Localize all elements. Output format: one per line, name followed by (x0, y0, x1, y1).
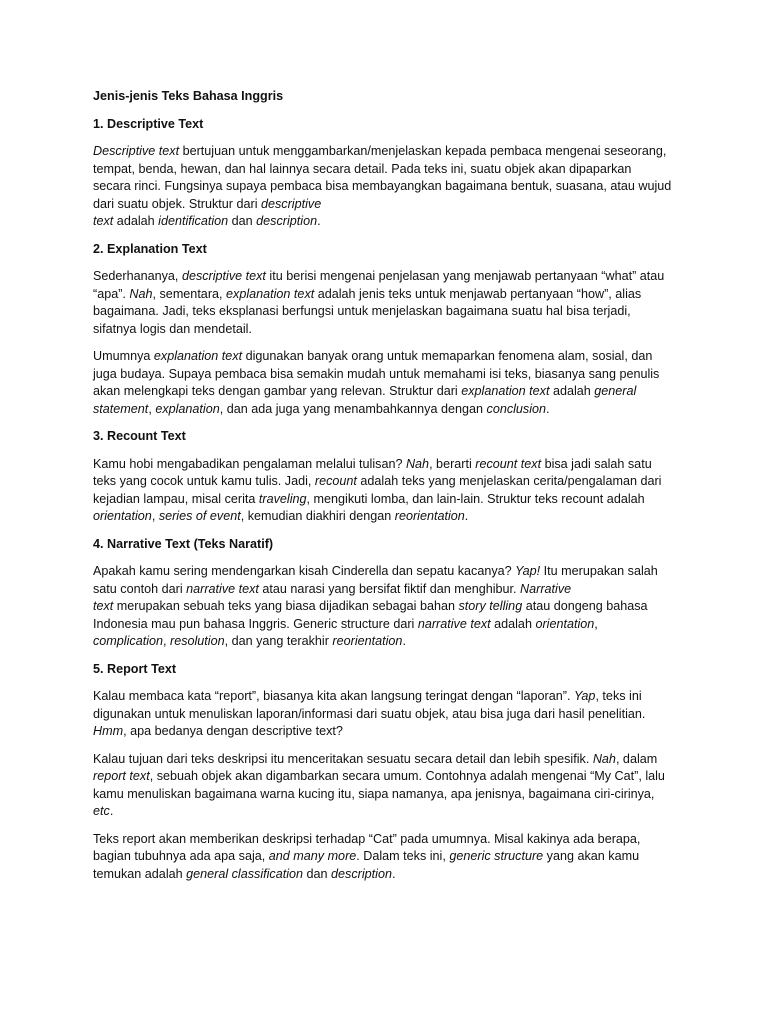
section-heading: 3. Recount Text (93, 429, 186, 443)
section (93, 116, 672, 231)
italic-term: descriptive text (181, 269, 266, 283)
document-title: Jenis-jenis Teks Bahasa Inggris (93, 89, 284, 103)
italic-term: description (331, 866, 392, 881)
section (93, 661, 672, 884)
paragraph: Sederhananya, descriptive text itu berisi mengenai penjelasan yang menjawab pertanyaan “what” atau “apa”. Nah, sementara, explanation text adalah jenis teks untuk menjawab pertanyaan “how”, alias bagaimana. Jadi, teks eksplanasi berfungsi untuk menjelaskan bagaimana suatu hal bisa terjadi, sifatnya logis dan mendetail. (93, 269, 665, 336)
italic-term: Descriptive text (93, 144, 180, 158)
italic-term: descriptive (261, 196, 322, 211)
paragraph: Apakah kamu sering mendengarkan kisah Cinderella dan sepatu kacanya? Yap! Itu merupakan salah satu contoh dari narrative text atau narasi yang bersifat fiktif dan menghibur. Narrative text merupakan sebuah teks yang biasa dijadikan sebagai bahan story telling atau dongeng bahasa Indonesia mau pun bahasa Inggris. Generic structure dari narrative text adalah orientation, complication, resolution, dan yang terakhir reorientation. (93, 564, 658, 648)
italic-term: general classification (186, 866, 304, 881)
italic-term: Nah (405, 456, 430, 471)
italic-term: complication (93, 634, 163, 648)
italic-term: series of event (158, 509, 241, 523)
italic-term: traveling (258, 491, 307, 506)
italic-term: generic structure (449, 849, 544, 863)
italic-term: Yap (573, 689, 596, 703)
italic-term: recount text (475, 456, 542, 471)
section-heading: 5. Report Text (93, 661, 177, 676)
italic-term: orientation (535, 616, 595, 631)
italic-term: orientation (93, 509, 152, 523)
italic-term: Hmm (93, 724, 124, 738)
italic-term: reorientation (394, 509, 465, 523)
italic-term: Nah (592, 751, 616, 766)
section (93, 241, 672, 419)
italic-term: report text (93, 769, 150, 783)
italic-term: text (93, 214, 114, 228)
document-body (93, 116, 672, 884)
paragraph: Kalau membaca kata “report”, biasanya kita akan langsung teringat dengan “laporan”. Yap, teks ini digunakan untuk menuliskan laporan/informasi dari suatu objek, atau bisa juga dari hasil penelitian. Hmm, apa bedanya dengan descriptive text? (93, 689, 646, 738)
paragraph: Kalau tujuan dari teks deskripsi itu menceritakan sesuatu secara detail dan lebih spesifik. Nah, dalam report text, sebuah objek akan digambarkan secara umum. Contohnya adalah mengenai “My Cat”, lalu kamu menuliskan bagaimana warna kucing itu, siapa namanya, apa jenisnya, bagaimana ciri-cirinya, etc. (93, 751, 665, 818)
italic-term: description (256, 214, 318, 228)
italic-term: recount (314, 474, 357, 488)
italic-term: Yap! (515, 564, 541, 578)
italic-term: etc (93, 804, 110, 818)
italic-term: Nah (129, 286, 153, 301)
italic-term: resolution (170, 634, 225, 648)
italic-term: Narrative (520, 581, 572, 596)
italic-term: explanation text (226, 286, 315, 301)
italic-term: text (93, 599, 114, 613)
paragraph: Descriptive text bertujuan untuk menggambarkan/menjelaskan kepada pembaca mengenai seseorang, tempat, benda, hewan, dan hal lainnya secara detail. Pada teks ini, suatu objek akan dipaparkan secara rinci. Fungsinya supaya pembaca bisa membayangkan bagaimana bentuk, suasana, atau wujud dari suatu objek. Struktur dari descriptive text adalah identification dan description. (93, 144, 672, 228)
italic-term: story telling (458, 599, 523, 613)
paragraph: Umumnya explanation text digunakan banyak orang untuk memaparkan fenomena alam, sosial, dan juga budaya. Supaya pembaca bisa semakin mudah untuk memahami isi teks, biasanya sang penulis akan melengkapi teks dengan gambar yang relevan. Struktur dari explanation text adalah general statement, explanation, dan ada juga yang menambahkannya dengan conclusion. (93, 349, 660, 416)
section-heading: 2. Explanation Text (93, 241, 207, 256)
paragraph: Teks report akan memberikan deskripsi terhadap “Cat” pada umumnya. Misal kakinya ada berapa, bagian tubuhnya ada apa saja, and many more. Dalam teks ini, generic structure yang akan kamu temukan adalah general classification dan description. (93, 831, 641, 881)
italic-term: identification (158, 214, 229, 228)
italic-term: general statement (93, 384, 637, 416)
paragraph: Kamu hobi mengabadikan pengalaman melalui tulisan? Nah, berarti recount text bisa jadi salah satu teks yang cocok untuk kamu tulis. Jadi, recount adalah teks yang menjelaskan cerita/pengalaman dari kejadian lampau, misal cerita traveling, mengikuti lomba, dan lain-lain. Struktur teks recount adalah orientation, series of event, kemudian diakhiri dengan reorientation. (93, 456, 662, 523)
section-heading: 1. Descriptive Text (93, 116, 204, 131)
italic-term: explanation (155, 401, 220, 416)
italic-term: explanation text (153, 349, 243, 363)
section-heading: 4. Narrative Text (Teks Naratif) (93, 536, 274, 551)
section (93, 536, 672, 651)
section (93, 428, 672, 526)
italic-term: and many more (268, 849, 357, 863)
italic-term: narrative text (186, 581, 259, 596)
italic-term: reorientation (332, 634, 403, 648)
italic-term: conclusion (486, 401, 547, 416)
italic-term: explanation text (461, 384, 550, 398)
italic-term: narrative text (417, 616, 491, 631)
